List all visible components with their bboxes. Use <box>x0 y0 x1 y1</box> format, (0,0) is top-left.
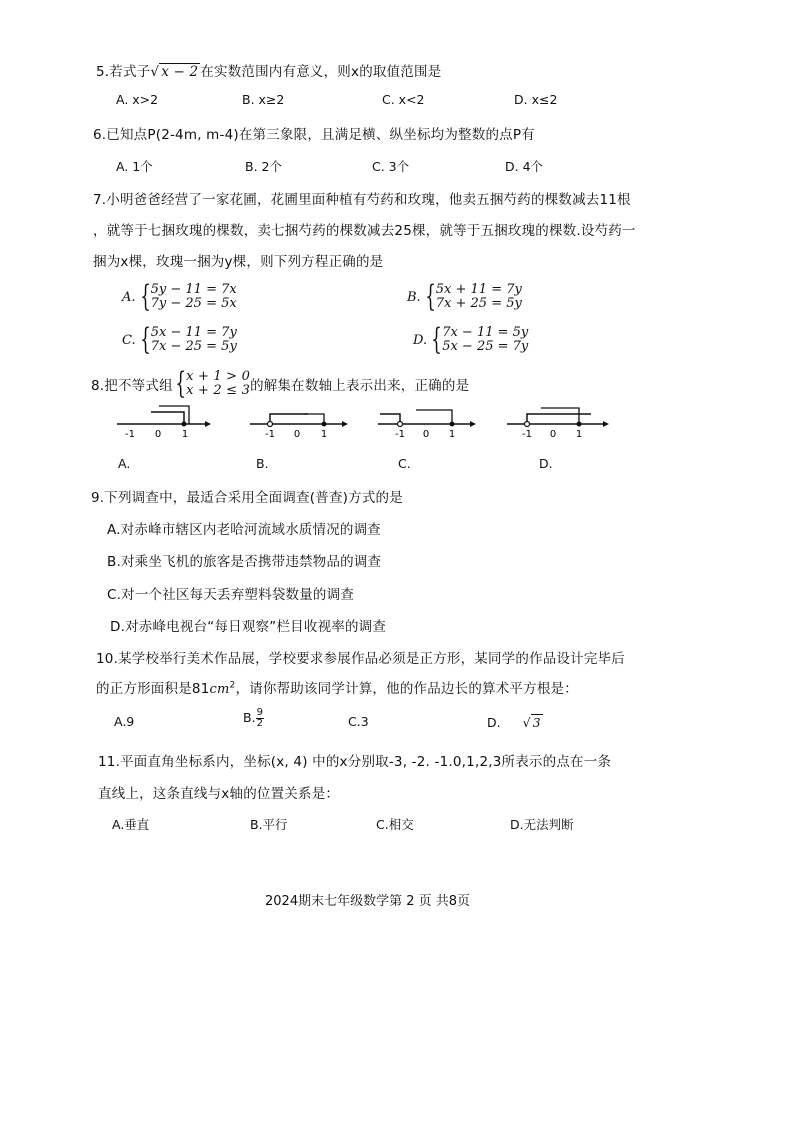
radicand: 3 <box>532 715 541 730</box>
equation-2: 5x − 25 = 7y <box>442 339 529 354</box>
brace-icon: { <box>139 279 151 314</box>
question-10-line-1: 10.某学校举行美术作品展，学校要求参展作品必须是正方形，某同学的作品设计完毕后 <box>96 651 625 667</box>
square-root-expression: √ x − 2 <box>150 64 199 80</box>
q7-option-c <box>122 322 237 357</box>
equation-2: 7y − 25 = 5x <box>150 296 237 311</box>
q6-option-c: C. 3个 <box>372 159 410 174</box>
question-6: 6.已知点P(2-4m, m-4)在第三象限，且满足横、纵坐标均为整数的点P有 <box>93 127 535 143</box>
option-label: D. <box>413 332 428 348</box>
q11-option-b: B.平行 <box>250 817 288 832</box>
q9-option-d: D.对赤峰电视台“每日观察”栏目收视率的调查 <box>110 619 387 635</box>
tick-label: 0 <box>293 429 301 440</box>
number-line-d <box>505 400 609 440</box>
option-label: B. <box>243 710 256 725</box>
equation-1: 7x − 11 = 5y <box>442 325 529 340</box>
brace-icon: { <box>175 366 186 401</box>
q6-option-b: B. 2个 <box>245 159 282 174</box>
number-line-a <box>115 400 211 440</box>
option-label: B. <box>407 289 421 305</box>
square-root-expression: √ 3 <box>522 715 541 730</box>
q8-option-c: C. <box>398 456 411 471</box>
unit: cm <box>209 682 230 697</box>
q8-option-a: A. <box>118 456 131 471</box>
brace-icon: { <box>424 279 436 314</box>
equation-2: 7x + 25 = 5y <box>435 296 522 311</box>
q9-option-b: B.对乘坐飞机的旅客是否携带违禁物品的调查 <box>107 554 382 570</box>
q6-option-d: D. 4个 <box>505 159 544 174</box>
question-11-line-2: 直线上，这条直线与x轴的位置关系是： <box>98 786 340 802</box>
q5-option-b: B. x≥2 <box>242 92 285 107</box>
q9-option-c: C.对一个社区每天丢弃塑料袋数量的调查 <box>107 587 355 603</box>
q7-option-b <box>407 279 522 314</box>
tick-label: -1 <box>395 429 405 440</box>
question-5-prefix: 5.若式子 <box>96 64 151 80</box>
tick-label: 1 <box>575 429 583 440</box>
q5-option-a: A. x>2 <box>116 92 159 107</box>
equation-1: 5x − 11 = 7y <box>150 325 237 340</box>
question-9: 9.下列调查中，最适合采用全面调查(普查)方式的是 <box>91 490 403 506</box>
radicand: x − 2 <box>161 64 199 80</box>
question-7-line-3: 捆为x棵，玫瑰一捆为y棵，则下列方程正确的是 <box>93 254 384 270</box>
tick-label: 1 <box>320 429 328 440</box>
unit-exponent: 2 <box>229 680 236 691</box>
tick-label: 0 <box>422 429 430 440</box>
q7-option-d <box>413 322 529 357</box>
q9-option-a: A.对赤峰市辖区内老哈河流域水质情况的调查 <box>107 522 381 538</box>
question-11-line-1: 11.平面直角坐标系内，坐标(x, 4) 中的x分别取-3, -2. -1.0,1,2,3所表示的点在一条 <box>98 754 612 770</box>
q10-question-text: ，请你帮助该同学计算，他的作品边长的算术平方根是： <box>235 681 578 697</box>
question-10-line-2 <box>96 677 578 697</box>
q11-option-c: C.相交 <box>376 817 414 832</box>
q10-option-b <box>243 708 264 729</box>
numerator: 9 <box>256 707 263 718</box>
q5-option-c: C. x<2 <box>382 92 425 107</box>
denominator: 2 <box>256 718 263 729</box>
tick-label: -1 <box>265 429 275 440</box>
tick-label: 1 <box>448 429 456 440</box>
option-label: A. <box>122 289 136 305</box>
tick-label: -1 <box>125 429 135 440</box>
tick-label: 0 <box>549 429 557 440</box>
brace-icon: { <box>431 322 442 357</box>
q6-option-a: A. 1个 <box>116 159 153 174</box>
q5-option-d: D. x≤2 <box>514 92 558 107</box>
question-8 <box>91 366 470 401</box>
q11-option-d: D.无法判断 <box>510 817 574 832</box>
option-label: C. <box>122 332 136 348</box>
question-7-line-2: ，就等于七捆玫瑰的棵数，卖七捆芍药的棵数减去25棵，就等于五捆玫瑰的棵数.设芍药一 <box>93 223 636 239</box>
question-8-suffix: 的解集在数轴上表示出来，正确的是 <box>250 378 470 394</box>
page-footer: 2024期末七年级数学第 2 页 共8页 <box>265 894 471 909</box>
q10-option-d <box>487 714 543 730</box>
inequality-2: x + 2 ≤ 3 <box>186 383 251 398</box>
equation-1: 5x + 11 = 7y <box>435 282 522 297</box>
tick-label: -1 <box>522 429 532 440</box>
brace-icon: { <box>139 322 151 357</box>
q10-option-c: C.3 <box>348 714 369 729</box>
q10-option-a: A.9 <box>114 714 135 729</box>
tick-label: 0 <box>154 429 162 440</box>
question-7-line-1: 7.小明爸爸经营了一家花圃，花圃里面种植有芍药和玫瑰，他卖五捆芍药的棵数减去11根 <box>93 192 631 208</box>
inequality-1: x + 1 > 0 <box>186 369 251 384</box>
q8-option-d: D. <box>539 456 553 471</box>
q8-option-b: B. <box>256 456 269 471</box>
option-label: D. <box>487 715 501 730</box>
q7-option-a <box>122 279 237 314</box>
question-5 <box>96 60 441 80</box>
q10-area-text: 的正方形面积是81 <box>96 681 210 697</box>
question-5-suffix: 在实数范围内有意义，则x的取值范围是 <box>200 64 442 80</box>
q11-option-a: A.垂直 <box>112 817 150 832</box>
question-8-prefix: 8.把不等式组 <box>91 378 173 394</box>
fraction <box>256 708 264 729</box>
equation-1: 5y − 11 = 7x <box>150 282 237 297</box>
number-line-b <box>248 400 348 440</box>
number-line-c <box>376 400 476 440</box>
equation-2: 7x − 25 = 5y <box>150 339 237 354</box>
tick-label: 1 <box>181 429 189 440</box>
